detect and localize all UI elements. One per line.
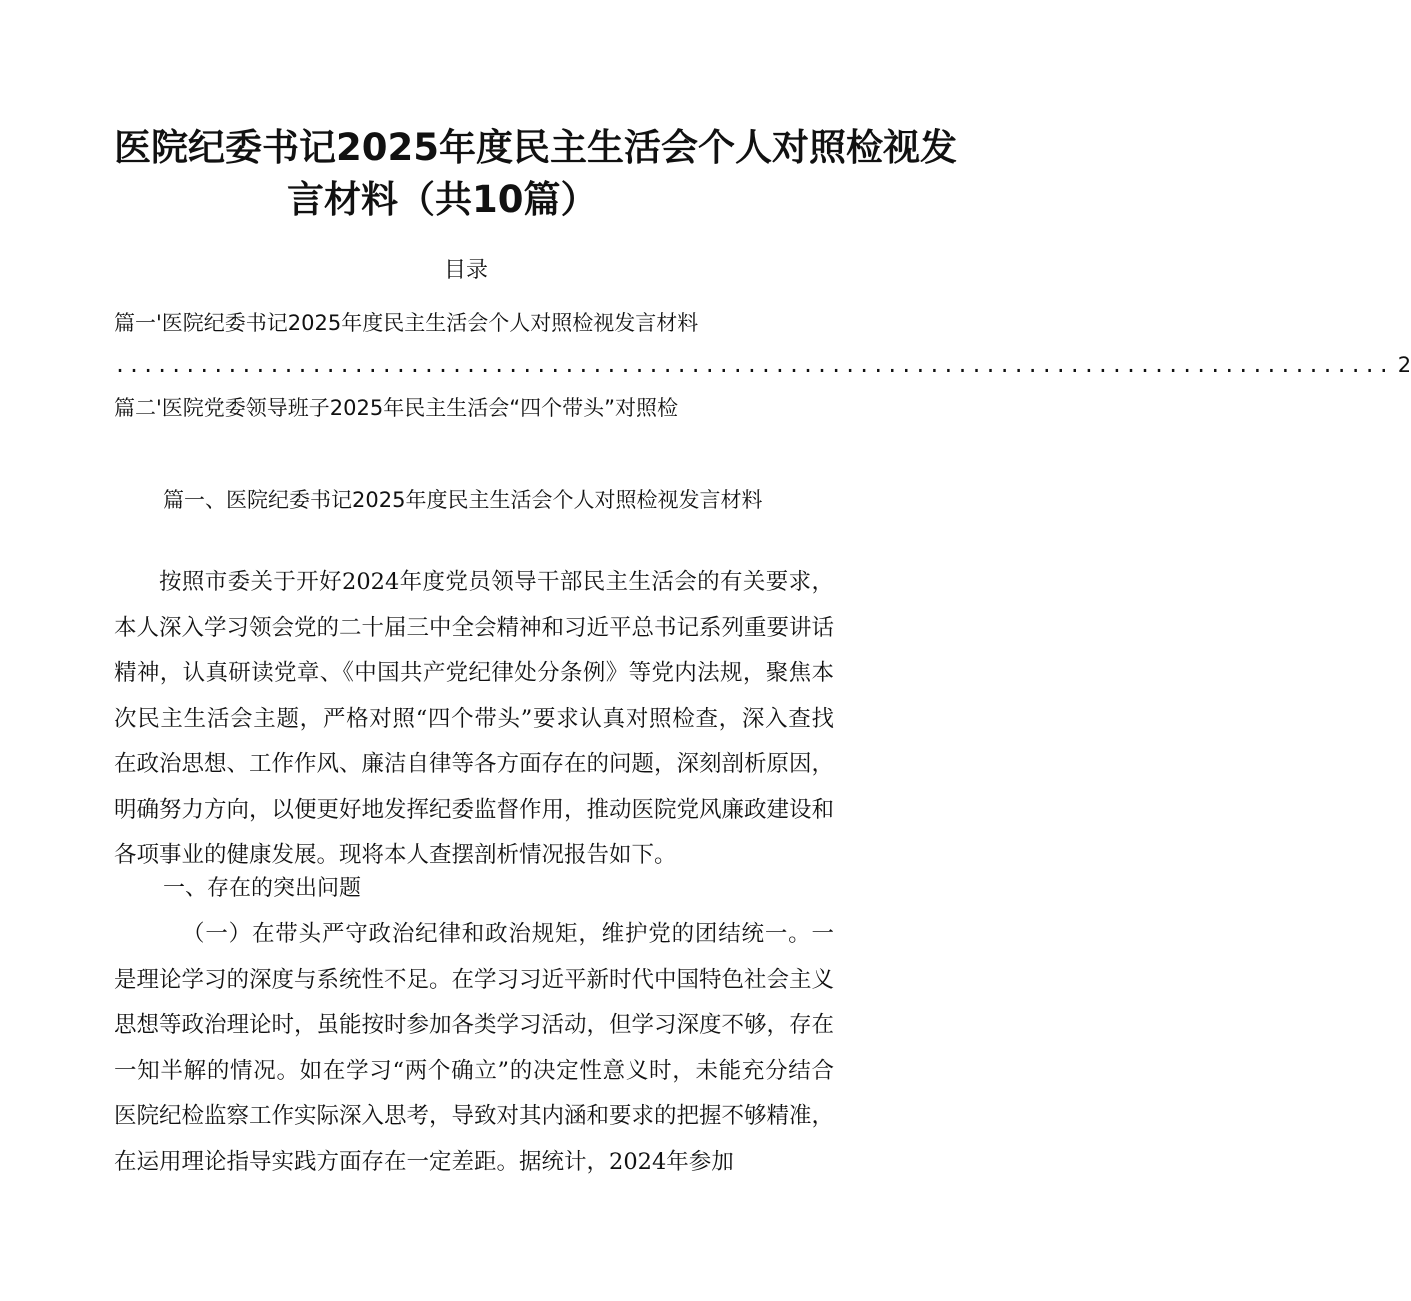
document-title (0, 122, 957, 226)
toc-entry-1-leader (114, 350, 1411, 380)
toc-entry-1-page-number: 2 (1397, 353, 1411, 377)
document-title-line-1: 医院纪委书记2025年度民主生活会个人对照检视发 (114, 126, 957, 169)
toc-entry-2[interactable]: 篇二'医院党委领导班子2025年民主生活会“四个带头”对照检 (114, 396, 678, 420)
section-heading: 篇一、医院纪委书记2025年度民主生活会个人对照检视发言材料 (163, 488, 763, 512)
toc-entry-1[interactable]: 篇一'医院纪委书记2025年度民主生活会个人对照检视发言材料 (114, 311, 699, 335)
body-paragraph-2: （一）在带头严守政治纪律和政治规矩，维护党的团结统一。一是理论学习的深度与系统性不足。在学习习近平新时代中国特色社会主义思想等政治理论时，虽能按时参加各类学习活动，但学习深度不够，存在一知半解的情况。如在学习“两个确立”的决定性意义时，未能充分结合医院纪检监察工作实际深入思考，导致对其内涵和要求的把握不够精准，在运用理论指导实践方面存在一定差距。据统计，2024年参加 (114, 921, 835, 1175)
subheading-problems: 一、存在的突出问题 (163, 876, 362, 901)
toc-heading: 目录 (443, 258, 488, 283)
body-paragraph-1: 按照市委关于开好2024年度党员领导干部民主生活会的有关要求，本人深入学习领会党的二十届三中全会精神和习近平总书记系列重要讲话精神，认真研读党章、《中国共产党纪律处分条例》等党内法规，聚焦本次民主生活会主题，严格对照“四个带头”要求认真对照检查，深入查找在政治思想、工作作风、廉洁自律等各方面存在的问题，深刻剖析原因，明确努力方向，以便更好地发挥纪委监督作用，推动医院党风廉政建设和各项事业的健康发展。现将本人查摆剖析情况报告如下。 (114, 569, 835, 868)
toc-leader-dots: ........................................................................................... (114, 353, 1392, 377)
document-title-line-2: 言材料（共10篇） (287, 178, 598, 221)
